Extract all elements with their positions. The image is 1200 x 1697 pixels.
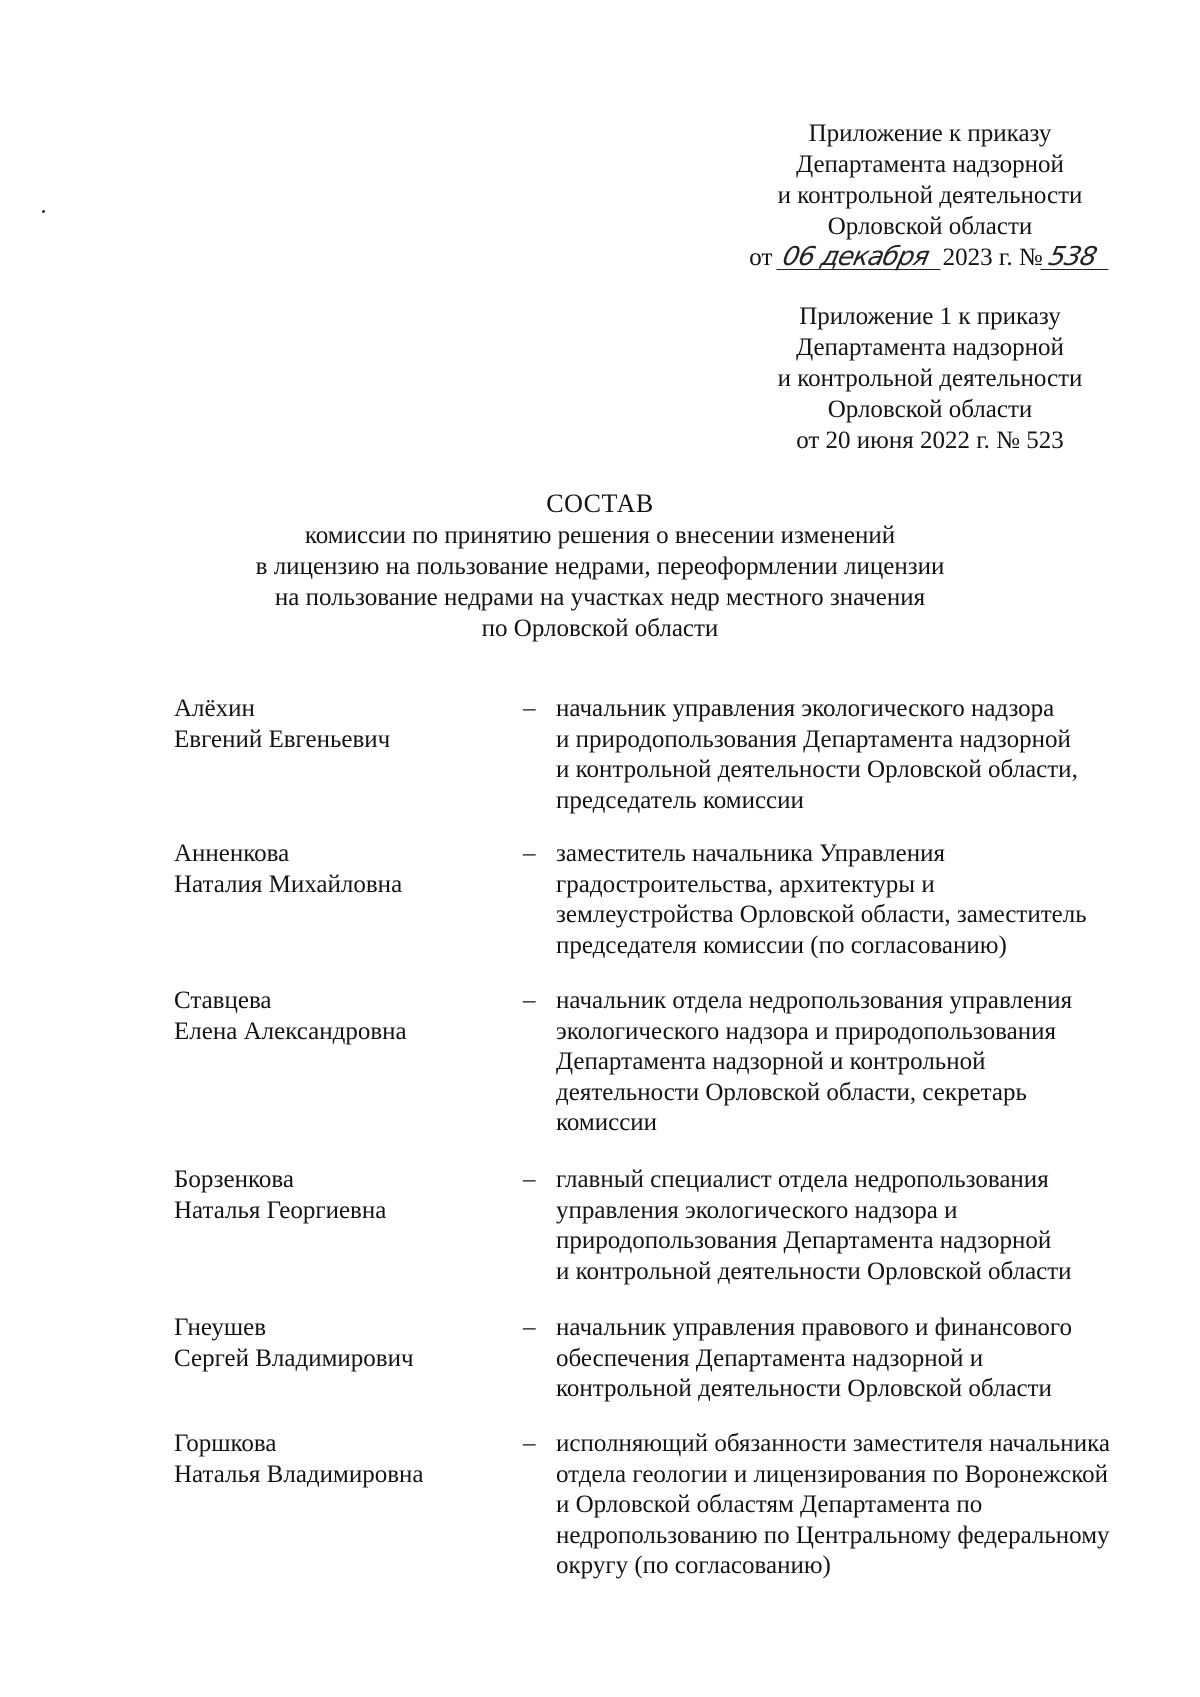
appendix-line: Приложение к приказу [808, 120, 1052, 147]
member-surname: Борзенкова [174, 1166, 294, 1193]
appendix-line: Департамента надзорной [796, 151, 1064, 178]
member-role [556, 1165, 1176, 1287]
role-line: председатель комиссии [556, 786, 804, 814]
role-line: исполняющий обязанности заместителя начальника [556, 1430, 1110, 1457]
year-and-number-label: 2023 г. № [942, 244, 1043, 271]
role-line: начальник отдела недропользования управления [556, 987, 1073, 1014]
member-given-name: Наталья Владимировна [174, 1460, 424, 1488]
role-line: и природопользования Департамента надзорной [556, 725, 1071, 753]
heading-line: на пользование недрами на участках недр местного значения [274, 584, 926, 611]
role-line: управления экологического надзора и [556, 1196, 958, 1224]
member-given-name: Наталья Георгиевна [174, 1196, 387, 1224]
member-dash: – [523, 987, 536, 1014]
role-line: обеспечения Департамента надзорной и [556, 1344, 984, 1372]
role-line: комиссии [556, 1109, 658, 1136]
appendix-line: от 20 июня 2022 г. № 523 [796, 427, 1064, 454]
appendix-line: Приложение 1 к приказу [799, 303, 1061, 330]
member-role [556, 839, 1176, 961]
role-line: заместитель начальника Управления [556, 840, 945, 867]
member-surname: Алёхин [174, 695, 255, 722]
member-role [556, 986, 1176, 1139]
member-given-name: Наталия Михайловна [174, 870, 403, 898]
role-line: деятельности Орловской области, секретарь [556, 1078, 1027, 1106]
member-given-name: Евгений Евгеньевич [174, 725, 391, 753]
role-line: недропользованию по Центральному федеральному [556, 1521, 1110, 1549]
role-line: Департамента надзорной и контрольной [556, 1048, 986, 1075]
role-line: градостроительства, архитектуры и [556, 870, 935, 898]
appendix-line: Орловской области [827, 396, 1033, 423]
member-given-name: Сергей Владимирович [174, 1344, 414, 1372]
heading-line: комиссии по принятию решения о внесении изменений [304, 522, 896, 549]
member-name [174, 1429, 504, 1490]
role-line: природопользования Департамента надзорной [556, 1227, 1052, 1254]
member-dash: – [523, 1314, 536, 1341]
appendix-current-order [720, 118, 1140, 273]
role-line: начальник управления экологического надзора [556, 695, 1055, 722]
member-dash: – [523, 1430, 536, 1457]
member-name [174, 694, 504, 755]
role-line: округу (по согласованию) [556, 1552, 831, 1579]
role-line: и контрольной деятельности Орловской области [556, 1257, 1072, 1285]
appendix-line: и контрольной деятельности [777, 365, 1083, 392]
document-heading [0, 488, 1200, 644]
handwritten-number: 538 [1040, 245, 1113, 270]
member-name [174, 1313, 504, 1374]
heading-line: по Орловской области [481, 615, 719, 642]
date-prefix: от [749, 244, 773, 271]
role-line: экологического надзора и природопользования [556, 1017, 1056, 1045]
scan-speck [42, 210, 45, 213]
member-surname: Горшкова [174, 1430, 277, 1457]
heading-title: СОСТАВ [546, 489, 654, 518]
member-role [556, 1429, 1176, 1582]
member-surname: Гнеушев [174, 1314, 267, 1341]
member-name [174, 839, 504, 900]
heading-line: в лицензию на пользование недрами, переоформлении лицензии [255, 553, 945, 580]
member-dash: – [523, 1166, 536, 1193]
appendix-date-line [720, 242, 1140, 273]
member-surname: Ставцева [174, 987, 272, 1014]
role-line: и контрольной деятельности Орловской области, [556, 756, 1078, 783]
member-given-name: Елена Александровна [174, 1017, 407, 1045]
role-line: председателя комиссии (по согласованию) [556, 931, 1007, 959]
member-name [174, 1165, 504, 1226]
role-line: главный специалист отдела недропользования [556, 1166, 1049, 1193]
role-line: контрольной деятельности Орловской области [556, 1375, 1052, 1402]
role-line: и Орловской областям Департамента по [556, 1491, 983, 1518]
member-role [556, 1313, 1176, 1405]
member-dash: – [523, 695, 536, 722]
role-line: отдела геологии и лицензирования по Воронежской [556, 1460, 1108, 1488]
appendix-line: и контрольной деятельности [777, 182, 1083, 209]
role-line: землеустройства Орловской области, заместитель [556, 901, 1087, 928]
member-dash: – [523, 840, 536, 867]
appendix-original-order [720, 301, 1140, 456]
role-line: начальник управления правового и финансового [556, 1314, 1072, 1341]
handwritten-date: 06 декабря [776, 245, 945, 270]
appendix-line: Орловской области [827, 213, 1033, 240]
appendix-line: Департамента надзорной [796, 334, 1064, 361]
member-name [174, 986, 504, 1047]
member-surname: Анненкова [174, 840, 290, 867]
member-role [556, 694, 1176, 816]
